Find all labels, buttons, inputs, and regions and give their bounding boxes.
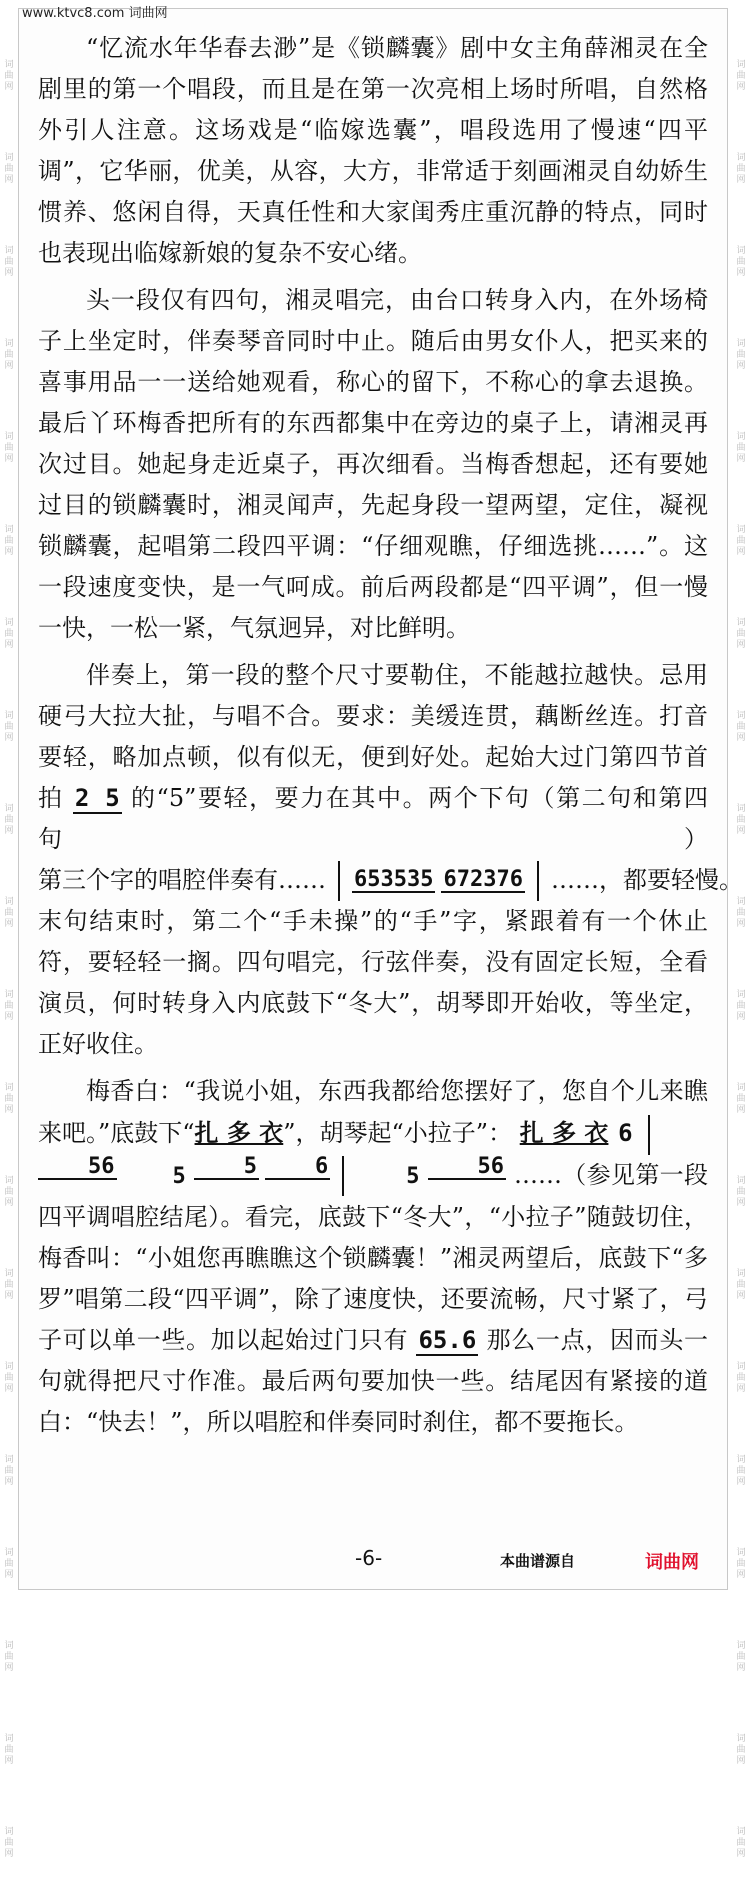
watermark-gap [2,1674,16,1710]
watermark-gap [2,744,16,780]
p4-text-d: 那么一点，因而头一句就得把尺寸作准。最后两句要加快一些。结尾因有紧接的道白：“快去！”，所以唱腔和伴奏同时刹住，都不要拖长。 [38,1325,708,1436]
watermark-gap [734,1116,748,1152]
watermark-glyph: 曲 [4,1652,14,1662]
watermark-glyph: 曲 [736,1094,746,1104]
notation-group-b [352,866,525,893]
watermark-gap [2,93,16,129]
notation-672376: 672376 [443,866,523,892]
watermark-glyph: 网 [4,640,14,650]
watermark-glyph: 曲 [736,350,746,360]
watermark-glyph: 词 [736,618,746,628]
watermark-glyph: 网 [4,175,14,185]
watermark-glyph: 词 [4,1548,14,1558]
note-5c: 5 [406,1163,420,1189]
p3-text-b: 的“5”要轻，要力在其中。两个下句（第二句和第四句） [38,784,708,853]
watermark-gap [734,1860,748,1896]
p3-text-d: ……，都要轻慢。 [550,866,743,894]
watermark-gap [734,279,748,315]
watermark-glyph: 词 [736,525,746,535]
watermark-gap [2,1860,16,1896]
watermark-glyph: 网 [4,1384,14,1394]
watermark-glyph: 词 [4,1362,14,1372]
note-6b: 6 [265,1156,330,1180]
watermark-glyph: 词 [736,1176,746,1186]
watermark-glyph: 词 [736,1455,746,1465]
watermark-glyph: 词 [736,711,746,721]
watermark-glyph: 网 [736,1756,746,1766]
watermark-glyph: 曲 [736,536,746,546]
drum-syllables-2: 扎 多 衣 [519,1118,609,1147]
watermark-glyph: 曲 [736,908,746,918]
watermark-glyph: 曲 [736,1559,746,1569]
watermark-glyph: 词 [4,525,14,535]
note-56: 56 [38,1156,117,1180]
watermark-glyph: 网 [736,1291,746,1301]
watermark-glyph: 网 [736,919,746,929]
watermark-glyph: 曲 [4,1373,14,1383]
watermark-glyph: 词 [736,1269,746,1279]
paragraph-4 [38,1071,708,1443]
watermark-glyph: 词 [4,246,14,256]
article-body [38,28,743,1449]
watermark-glyph: 词 [4,1827,14,1837]
watermark-glyph: 曲 [4,722,14,732]
note-5: 5 [172,1163,186,1189]
watermark-gap [2,279,16,315]
watermark-gap [734,651,748,687]
watermark-glyph: 曲 [4,908,14,918]
watermark-glyph: 词 [4,618,14,628]
paragraph-2: 头一段仅有四句，湘灵唱完，由台口转身入内，在外场椅子上坐定时，伴奏琴音同时中止。随后由男女仆人，把买来的喜事用品一一送给她观看，称心的留下，不称心的拿去退换。最后丫环梅香把所有的东西都集中在旁边的桌子上，请湘灵再次过目。她起身走近桌子，再次细看。当梅香想起，还有要她过目的锁麟囊时，湘灵闻声，先起身段一望两望，定住，凝视锁麟囊，起唱第二段四平调：“仔细观瞧，仔细选挑……”。这一段速度变快，是一气呵成。前后两段都是“四平调”，但一慢一快，一松一紧，气氛迥异，对比鲜明。 [38,286,708,642]
watermark-gap [2,1581,16,1617]
notation-653535: 653535 [354,866,434,892]
watermark-gap [734,372,748,408]
p4-text-a: 梅香白：“我说小姐，东西我都给您摆好了，您自个儿来瞧来吧。”底鼓下“ [38,1077,708,1147]
watermark-glyph: 网 [4,82,14,92]
watermark-glyph: 网 [4,361,14,371]
notation-line-2 [38,1153,506,1197]
watermark-gap [734,93,748,129]
watermark-gap [734,186,748,222]
watermark-glyph: 曲 [736,1838,746,1848]
watermark-glyph: 词 [4,1176,14,1186]
watermark-glyph: 词 [4,60,14,70]
watermark-glyph: 网 [4,1012,14,1022]
watermark-gap [734,1302,748,1338]
watermark-glyph: 词 [4,711,14,721]
watermark-glyph: 网 [4,1477,14,1487]
watermark-glyph: 词 [736,990,746,1000]
watermark-glyph: 网 [736,733,746,743]
watermark-glyph: 网 [4,1663,14,1673]
watermark-glyph: 词 [736,1548,746,1558]
watermark-glyph: 词 [736,1083,746,1093]
watermark-gap [2,1302,16,1338]
watermark-glyph: 网 [4,268,14,278]
watermark-glyph: 网 [4,1570,14,1580]
watermark-glyph: 曲 [736,1187,746,1197]
watermark-glyph: 曲 [736,1745,746,1755]
watermark-glyph: 曲 [736,629,746,639]
watermark-glyph: 曲 [736,257,746,267]
watermark-glyph: 词 [4,804,14,814]
watermark-glyph: 曲 [4,1466,14,1476]
watermark-gap [2,558,16,594]
watermark-glyph: 网 [736,1570,746,1580]
watermark-glyph: 词 [4,1641,14,1651]
watermark-gap [2,1767,16,1803]
watermark-glyph: 词 [4,339,14,349]
watermark-gap [734,1023,748,1059]
watermark-glyph: 词 [736,897,746,907]
music-line-1 [38,860,743,901]
watermark-glyph: 网 [736,640,746,650]
watermark-glyph: 网 [736,1198,746,1208]
watermark-glyph: 词 [736,339,746,349]
watermark-glyph: 曲 [4,1280,14,1290]
watermark-glyph: 网 [736,1105,746,1115]
watermark-glyph: 网 [736,268,746,278]
source-label: 本曲谱源自 [500,1552,576,1570]
watermark-glyph: 曲 [4,1094,14,1104]
watermark-gap [734,465,748,501]
paragraph-3 [38,655,743,1065]
watermark-glyph: 词 [736,1641,746,1651]
watermark-gap [2,837,16,873]
watermark-glyph: 曲 [736,1466,746,1476]
p3-text-a: 伴奏上，第一段的整个尺寸要勒住，不能越拉越快。忌用硬弓大拉大扯，与唱不合。要求：美缓连贯，藕断丝连。打音要轻，略加点顿，似有似无，便到好处。起始大过门第四节首拍 [38,661,708,812]
watermark-gap [2,1395,16,1431]
watermark-gap [734,1488,748,1524]
watermark-glyph: 曲 [4,350,14,360]
watermark-glyph: 词 [4,897,14,907]
watermark-glyph: 曲 [4,443,14,453]
p4-text-c: ……（参见第一段四平调唱腔结尾）。看完，底鼓下“冬大”，“小拉子”随鼓切住，梅香叫：“小姐您再瞧瞧这个锁麟囊！”湘灵两望后，底鼓下“多罗”唱第二段“四平调”，除了速度快，还要流畅，尺寸紧了，弓子可以单一些。加以起始过门只有 [38,1160,708,1354]
watermark-glyph: 词 [736,153,746,163]
watermark-glyph: 曲 [4,1001,14,1011]
watermark-glyph: 曲 [4,1745,14,1755]
watermark-glyph: 网 [4,826,14,836]
watermark-glyph: 曲 [736,71,746,81]
watermark-glyph: 网 [4,733,14,743]
watermark-glyph: 曲 [736,1373,746,1383]
watermark-glyph: 曲 [4,1838,14,1848]
watermark-gap [2,1023,16,1059]
watermark-glyph: 词 [4,1455,14,1465]
watermark-glyph: 曲 [736,815,746,825]
watermark-glyph: 词 [4,1734,14,1744]
watermark-glyph: 词 [736,1734,746,1744]
watermark-glyph: 网 [736,1663,746,1673]
watermark-gap [2,372,16,408]
brand-logo[interactable]: 词曲网 [645,1552,699,1573]
watermark-glyph: 曲 [736,722,746,732]
barline [648,1115,650,1155]
page-footer [0,1540,750,1580]
watermark-glyph: 词 [736,60,746,70]
watermark-gap [2,186,16,222]
header-watermark: www.ktvc8.com 词曲网 [22,6,168,21]
watermark-glyph: 网 [736,1477,746,1487]
watermark-glyph: 网 [736,1384,746,1394]
barline [537,861,539,901]
watermark-glyph: 网 [736,547,746,557]
watermark-glyph: 词 [4,1269,14,1279]
watermark-glyph: 网 [4,547,14,557]
watermark-gap [2,1209,16,1245]
watermark-glyph: 网 [4,1105,14,1115]
notation-25: 2 5 [74,784,120,812]
watermark-glyph: 曲 [736,1001,746,1011]
watermark-glyph: 词 [4,432,14,442]
watermark-glyph: 网 [736,82,746,92]
watermark-glyph: 网 [736,826,746,836]
watermark-glyph: 曲 [4,815,14,825]
watermark-glyph: 网 [4,454,14,464]
watermark-glyph: 词 [4,153,14,163]
watermark-gap [734,1209,748,1245]
watermark-glyph: 词 [736,1362,746,1372]
page-number: -6- [355,1546,383,1570]
p3-text-e: 末句结束时，第二个“手未操”的“手”字，紧跟着有一个休止符，要轻轻一搁。四句唱完，行弦伴奏，没有固定长短，全看演员，何时转身入内底鼓下“冬大”，胡琴即开始收，等坐定，正好收住。 [38,907,708,1058]
barline [342,1156,344,1196]
watermark-gap [734,930,748,966]
watermark-gap [734,1767,748,1803]
drum-syllables-1: 扎 多 衣 [194,1118,284,1147]
watermark-glyph: 网 [4,1849,14,1859]
watermark-gap [2,1488,16,1524]
watermark-glyph: 曲 [736,1280,746,1290]
watermark-glyph: 词 [736,246,746,256]
watermark-gap [2,465,16,501]
watermark-gap [2,651,16,687]
watermark-glyph: 网 [4,1756,14,1766]
watermark-glyph: 曲 [4,164,14,174]
watermark-glyph: 词 [736,432,746,442]
watermark-glyph: 曲 [4,71,14,81]
watermark-glyph: 曲 [736,164,746,174]
watermark-glyph: 词 [736,804,746,814]
watermark-glyph: 曲 [4,257,14,267]
watermark-glyph: 词 [4,1083,14,1093]
watermark-gap [734,744,748,780]
paragraph-1: “忆流水年华春去渺”是《锁麟囊》剧中女主角薛湘灵在全剧里的第一个唱段，而且是在第一次亮相上场时所唱，自然格外引人注意。这场戏是“临嫁选囊”，唱段选用了慢速“四平调”，它华丽，优美，从容，大方，非常适于刻画湘灵自幼娇生惯养、悠闲自得，天真任性和大家闺秀庄重沉静的特点，同时也表现出临嫁新娘的复杂不安心绪。 [38,34,708,267]
watermark-glyph: 网 [4,1291,14,1301]
watermark-glyph: 曲 [4,536,14,546]
watermark-glyph: 网 [736,1849,746,1859]
p3-text-c: 第三个字的唱腔伴奏有…… [38,866,326,894]
watermark-gap [2,1116,16,1152]
watermark-glyph: 网 [736,361,746,371]
right-watermark [734,60,748,1859]
note-56b: 56 [428,1156,507,1180]
watermark-gap [734,558,748,594]
watermark-glyph: 词 [736,1827,746,1837]
note-5b: 5 [194,1156,259,1180]
p4-text-b: ”，胡琴起“小拉子”： [283,1119,513,1147]
watermark-glyph: 曲 [4,629,14,639]
watermark-glyph: 网 [736,1012,746,1022]
watermark-glyph: 网 [4,1198,14,1208]
watermark-glyph: 曲 [4,1187,14,1197]
watermark-gap [734,1581,748,1617]
watermark-gap [2,930,16,966]
left-watermark [2,60,16,1859]
watermark-glyph: 曲 [4,1559,14,1569]
barline [338,861,340,901]
watermark-glyph: 曲 [736,1652,746,1662]
notation-65-6: 65.6 [418,1325,477,1354]
watermark-glyph: 网 [736,175,746,185]
watermark-glyph: 网 [4,919,14,929]
watermark-gap [734,1395,748,1431]
watermark-glyph: 网 [736,454,746,464]
note-6: 6 [618,1119,633,1147]
watermark-glyph: 曲 [736,443,746,453]
watermark-gap [734,1674,748,1710]
watermark-glyph: 词 [4,990,14,1000]
